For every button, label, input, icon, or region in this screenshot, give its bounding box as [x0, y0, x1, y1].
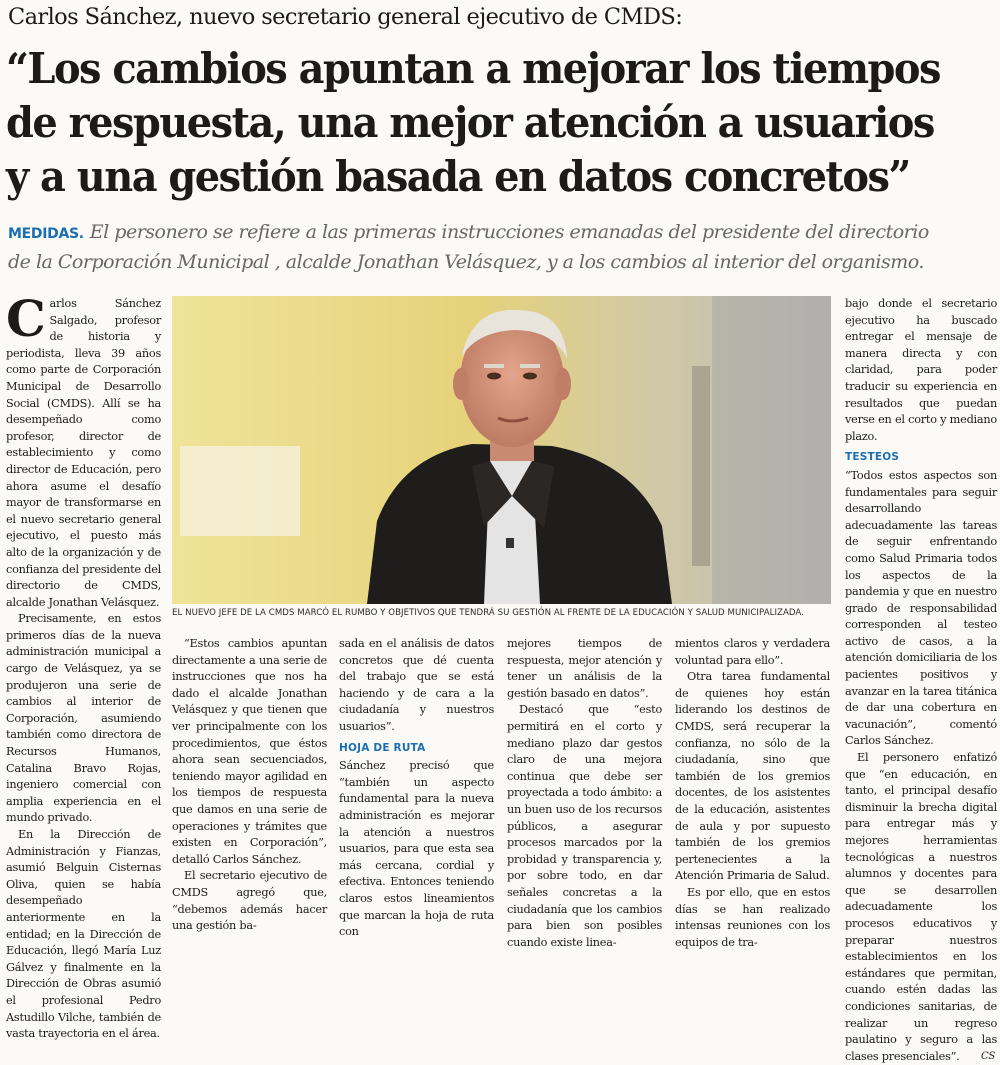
photo-caption: EL NUEVO JEFE DE LA CMDS MARCÓ EL RUMBO Y OBJETIVOS QUE TENDRÁ SU GESTIÓN AL FRENTE DE LA EDUCACIÓN Y SALUD MUNICIPALIZADA. — [172, 608, 804, 618]
headline-line: y a una gestión basada en datos concretos” — [6, 152, 910, 201]
article-column-4 — [507, 636, 662, 951]
paragraph: En la Dirección de Administración y Fianzas, asumió Belguin Cisternas Oliva, quien se había desempeñado anteriormente en la entidad; en la Dirección de Educación, llegó María Luz Gálvez y finalmente en la Dirección de Obras asumió el profesional Pedro Astudillo Vilche, también de vasta trayectoria en el área. — [6, 828, 161, 1041]
article-headline — [6, 42, 947, 204]
headline-line: de respuesta, una mejor atención a usuarios — [6, 98, 934, 147]
article-column-1 — [6, 289, 161, 1043]
paragraph: Otra tarea fundamental de quienes hoy están liderando los destinos de CMDS, será recuperar la confianza, no sólo de la ciudadanía, sino que también de los gremios docentes, de los asistentes de la educación, asistentes de aula y por supuesto también de los gremios pertenecientes a la Atención Primaria de Salud. — [675, 670, 830, 883]
section-heading-hoja-de-ruta: HOJA DE RUTA — [339, 741, 426, 754]
section-heading-testeos: TESTEOS — [845, 451, 900, 464]
article-pretitle: Carlos Sánchez, nuevo secretario general ejecutivo de CMDS: — [8, 4, 683, 30]
author-signature: CS — [980, 1050, 995, 1062]
paragraph: “Estos cambios apuntan directamente a una serie de instrucciones que nos ha dado el alcalde Jonathan Velásquez y que tienen que ver principalmente con los procedimientos, que éstos ahora sean secuenciados, teniendo mayor agilidad en los tiempos de respuesta que damos en una serie de operaciones y trámites que existen en Corporación”, detalló Carlos Sánchez. — [172, 637, 327, 866]
paragraph — [845, 750, 997, 1065]
paragraph: Es por ello, que en estos días se han realizado intensas reuniones con los equipos de tra- — [675, 885, 830, 949]
paragraph: “Todos estos aspectos son fundamentales para seguir desarrollando adecuadamente las tareas de seguir enfrentando como Salud Primaria todos los aspectos de la pandemia y que en nuestro grado de responsabilidad corresponden al testeo activo de casos, a la atención domiciliaria de los pacientes positivos y avanzar en la tarea titánica de dar una cobertura en vacunación”, comentó Carlos Sánchez. — [845, 468, 997, 748]
portrait-photo-illustration — [172, 296, 831, 604]
article-column-5 — [675, 636, 830, 951]
lead-kicker: MEDIDAS. — [8, 226, 84, 242]
paragraph: mientos claros y verdadera voluntad para ello”. — [675, 637, 830, 667]
drop-cap: C — [6, 289, 46, 348]
paragraph — [6, 289, 161, 611]
paragraph: mejores tiempos de respuesta, mejor atención y tener un análisis de la gestión basado en datos”. — [507, 637, 662, 700]
headline-line: “Los cambios apuntan a mejorar los tiempos — [6, 44, 940, 93]
lead-line — [8, 218, 993, 248]
paragraph: Destacó que “esto permitirá en el corto y mediano plazo dar gestos claro de una mejora continua que debe ser proyectada a todo ámbito: a un buen uso de los recursos públicos, a asegurar procesos marcados por la probidad y transparencia y, por sobre todo, en dar señales concretas a la ciudadanía que los cambios para bien son posibles cuando existe linea- — [507, 703, 662, 949]
article-column-6 — [845, 296, 997, 1065]
article-lead — [8, 218, 993, 276]
paragraph: Sánchez precisó que “también un aspecto fundamental para la nueva administración es mejorar la atención a nuestros usuarios, para que esta sea más cercana, cordial y efectiva. Entonces teniendo claros estos lineamientos que marcan la hoja de ruta con — [339, 759, 494, 939]
article-column-2 — [172, 636, 327, 935]
paragraph-text: El personero enfatizó que “en educación, en tanto, el principal desafío disminuir la brecha digital para entregar más y mejores herramientas tecnológicas a nuestros alumnos y docentes para que se desarrollen adecuadamente los procesos educativos y preparar nuestros establecimientos en los estándares que permitan, cuando estén dadas las condiciones sanitarias, de realizar un regreso paulatino y seguro a las clases presenciales”. — [845, 751, 997, 1063]
lead-line: de la Corporación Municipal , alcalde Jonathan Velásquez, y a los cambios al interior del organismo. — [8, 251, 924, 273]
article-column-3 — [339, 636, 494, 941]
paragraph-text: arlos Sánchez Salgado, profesor de historia y periodista, lleva 39 años como parte de Corporación Municipal de Desarrollo Social (CMDS). Allí se ha desempeñado como profesor, director de establecimiento y como director de Educación, pero ahora asume el desafío mayor de transformarse en el nuevo secretario general ejecutivo, el puesto más alto de la organización y de confianza del presidente del directorio de CMDS, alcalde Jonathan Velásquez. — [6, 297, 161, 609]
lead-text: El personero se refiere a las primeras instrucciones emanadas del presidente del directorio — [89, 221, 929, 243]
article-photo — [172, 296, 831, 604]
paragraph: sada en el análisis de datos concretos que dé cuenta del trabajo que se está haciendo y de cara a la ciudadanía y nuestros usuarios”. — [339, 637, 494, 733]
paragraph: bajo donde el secretario ejecutivo ha buscado entregar el mensaje de manera directa y con claridad, para poder traducir su experiencia en resultados que puedan verse en el corto y mediano plazo. — [845, 297, 997, 443]
paragraph: El secretario ejecutivo de CMDS agregó que, “debemos además hacer una gestión ba- — [172, 869, 327, 933]
paragraph: Precisamente, en estos primeros días de la nueva administración municipal a cargo de Velásquez, ya se produjeron una serie de cambios al interior de Corporación, asumiendo también como directora de Recursos Humanos, Catalina Bravo Rojas, ingeniero comercial con amplia experiencia en el mundo privado. — [6, 612, 161, 825]
